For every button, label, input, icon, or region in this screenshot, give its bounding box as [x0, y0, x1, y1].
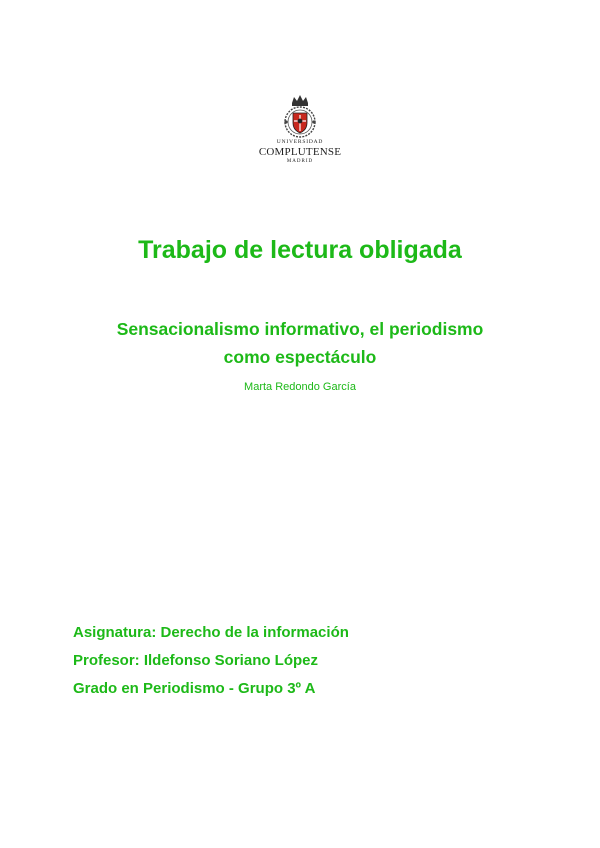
- logo-text-complutense: COMPLUTENSE: [258, 145, 342, 158]
- author-name: Marta Redondo García: [244, 381, 356, 393]
- degree-line: Grado en Periodismo - Grupo 3º A: [73, 680, 316, 697]
- document-subtitle: [0, 315, 600, 371]
- professor-line: Profesor: Ildefonso Soriano López: [73, 652, 319, 669]
- subtitle-line-1: Sensacionalismo informativo, el periodismo: [116, 319, 484, 339]
- subject-line: Asignatura: Derecho de la información: [73, 624, 349, 641]
- course-details: [73, 619, 349, 703]
- document-title: Trabajo de lectura obligada: [138, 236, 462, 264]
- logo-text-madrid: MADRID: [286, 158, 314, 164]
- university-seal-icon: [283, 94, 317, 140]
- subtitle-line-2: como espectáculo: [223, 347, 377, 367]
- logo-text-universidad: UNIVERSIDAD: [276, 139, 324, 145]
- university-logo: [255, 94, 345, 178]
